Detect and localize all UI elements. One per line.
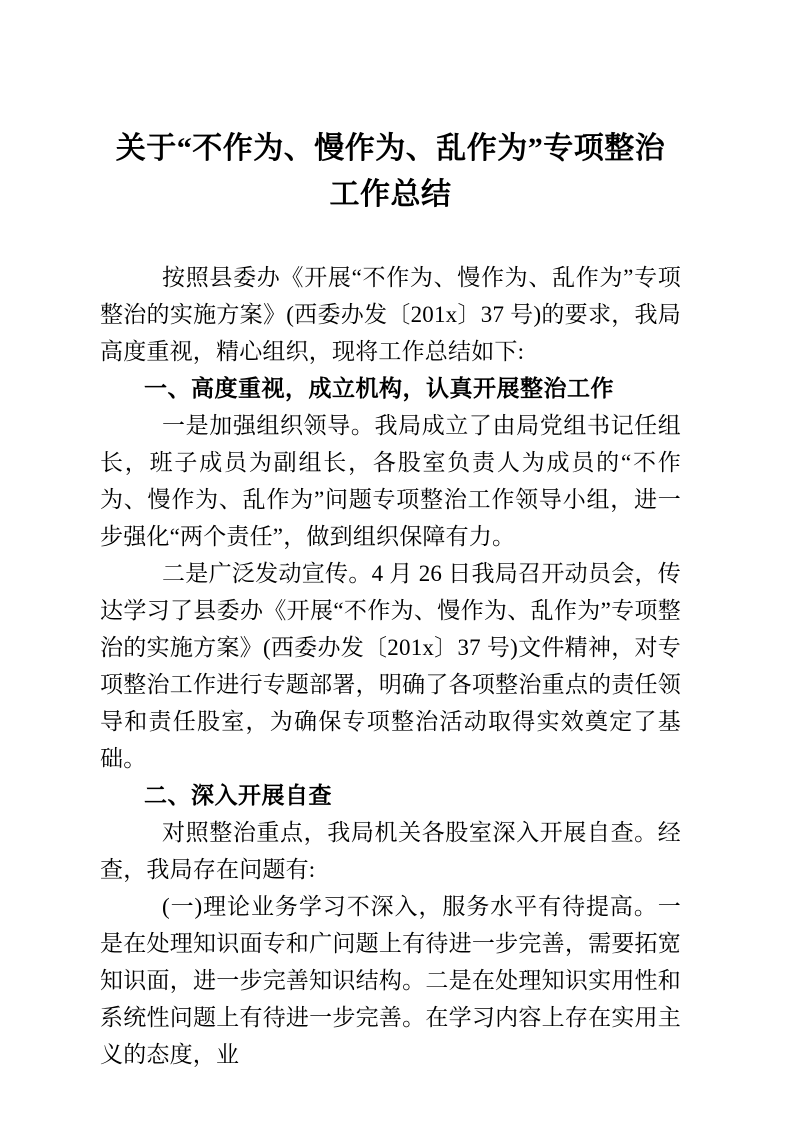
document-body	[100, 259, 681, 1073]
paragraph: 对照整治重点，我局机关各股室深入开展自查。经查，我局存在问题有:	[100, 820, 681, 882]
document-title	[100, 126, 681, 218]
paragraph: 一是加强组织领导。我局成立了由局党组书记任组长，班子成员为副组长，各股室负责人为成员的“不作为、慢作为、乱作为”问题专项整治工作领导小组，进一步强化“两个责任”，做到组织保障有力。	[100, 413, 681, 549]
section-heading: 一、高度重视，成立机构，认真开展整治工作	[144, 375, 614, 401]
section-heading: 二、深入开展自查	[144, 782, 332, 808]
document-title-line2: 工作总结	[329, 178, 452, 211]
paragraph: 二是广泛发动宣传。4 月 26 日我局召开动员会，传达学习了县委办《开展“不作为、慢作为、乱作为”专项整治的实施方案》(西委办发〔201x〕37 号)文件精神，对专项整治工作进行专题部署，明确了各项整治重点的责任领导和责任股室，为确保专项整治活动取得实效奠定了基础。	[100, 561, 681, 771]
paragraph: (一)理论业务学习不深入，服务水平有待提高。一是在处理知识面专和广问题上有待进一步完善，需要拓宽知识面，进一步完善知识结构。二是在处理知识实用性和系统性问题上有待进一步完善。在学习内容上存在实用主义的态度，业	[100, 894, 681, 1067]
paragraph: 按照县委办《开展“不作为、慢作为、乱作为”专项整治的实施方案》(西委办发〔201x〕37 号)的要求，我局高度重视，精心组织，现将工作总结如下:	[100, 265, 681, 364]
document-title-line1: 关于“不作为、慢作为、乱作为”专项整治	[115, 132, 666, 165]
